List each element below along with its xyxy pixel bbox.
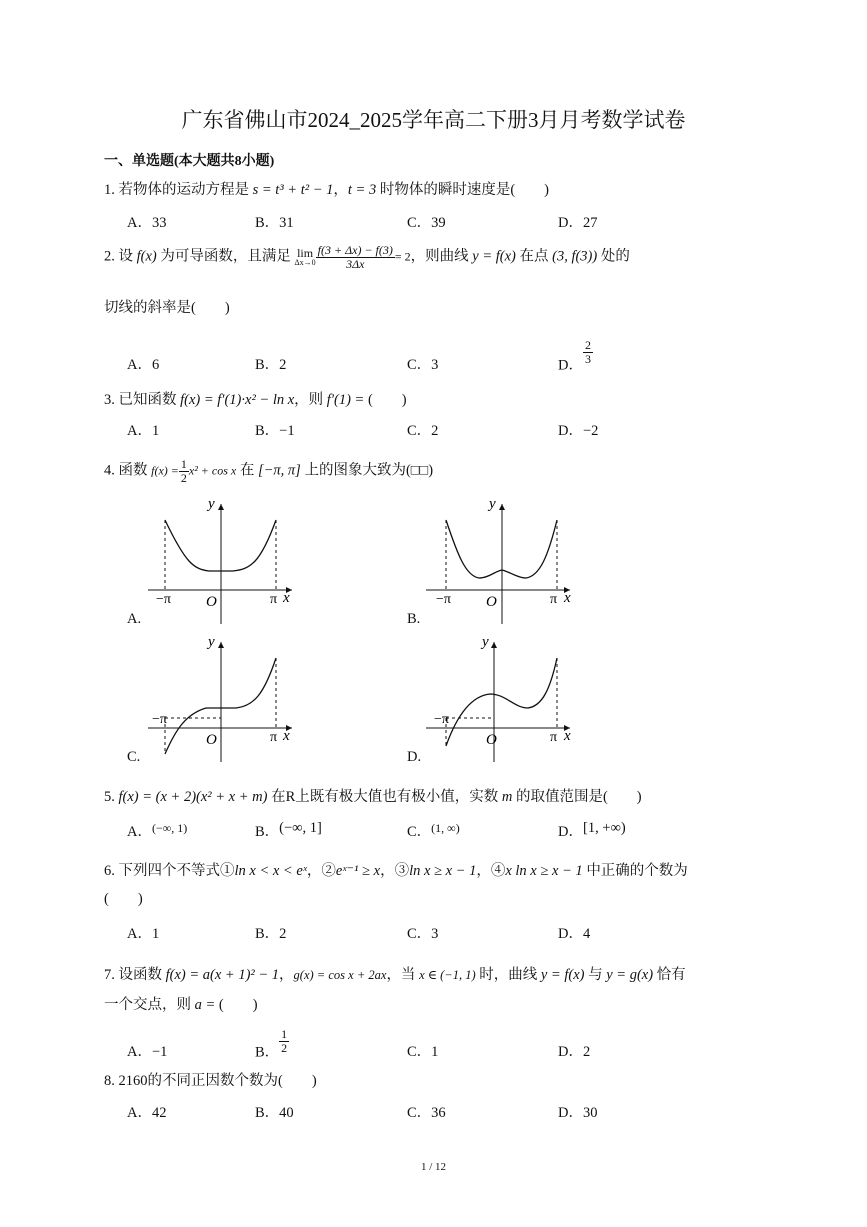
q4-text: 4. 函数 <box>104 462 152 479</box>
origin-label: O <box>206 732 217 748</box>
question-6 <box>104 859 688 880</box>
q7-option-d: D．2 <box>558 1044 591 1060</box>
q3-option-c: C．2 <box>407 423 439 439</box>
origin-label: O <box>486 732 497 748</box>
neg-pi-label: −π <box>156 592 171 607</box>
q3-text: 3. 已知函数 <box>104 392 181 408</box>
q3-option-d: D．−2 <box>558 423 599 439</box>
q1-formula: s = t³ + t² − 1 <box>252 182 334 198</box>
q3-formula: f′(1) = <box>326 392 365 408</box>
q4-text: 上的图象大致为(□□) <box>300 462 434 479</box>
q5-option-b: B．(−∞, 1] <box>255 820 322 840</box>
q6-option-d: D．4 <box>558 926 591 942</box>
q7-option-b-fraction: $\frac{1}{2}$ <box>281 1027 288 1055</box>
q1-text: 时物体的瞬时速度是( ) <box>376 182 549 198</box>
q8-option-c: C．36 <box>407 1105 446 1121</box>
question-1 <box>104 178 549 199</box>
q2-option-d-fraction: $\frac{2}{3}$ <box>584 338 591 366</box>
y-label: y <box>482 634 489 650</box>
q7-text: ( ) <box>215 997 258 1013</box>
x-label: x <box>564 728 571 744</box>
q2-formula: y = f(x) <box>472 248 516 265</box>
q7-formula: f(x) = a(x + 1)² − 1 <box>165 967 280 983</box>
q6-number: ③ <box>394 863 410 879</box>
q1-option-d: D．27 <box>558 215 598 231</box>
q6-formula: x ln x ≥ x − 1 <box>505 863 583 879</box>
q4-option-a: A. <box>127 611 142 627</box>
q6-option-c: C．3 <box>407 926 439 942</box>
q1-option-b: B．31 <box>255 215 294 231</box>
q2-text: 2. 设 <box>104 248 137 265</box>
question-3 <box>104 388 407 409</box>
q7-text: 时，曲线 <box>475 967 541 983</box>
q3-text: ( ) <box>364 392 407 408</box>
y-label: y <box>208 496 215 512</box>
q2-formula: = 2 <box>394 249 411 264</box>
neg-pi-label: −π <box>436 592 451 607</box>
q7-text: 恰有 <box>653 967 686 983</box>
pi-label: π <box>550 592 558 607</box>
q4-text: 在 <box>236 462 258 479</box>
q2-option-a: A．6 <box>127 357 160 373</box>
q2-text: ，则曲线 <box>410 248 473 265</box>
q4-formula: f(x) = <box>151 463 179 478</box>
q1-text: 1. 若物体的运动方程是 <box>104 182 253 198</box>
question-7-line2 <box>104 993 258 1014</box>
q3-option-b: B．−1 <box>255 423 295 439</box>
q3-option-a: A．1 <box>127 423 160 439</box>
q7-option-b: B． $\frac{1}{2}$ <box>255 1027 288 1061</box>
q2-text: 在点 <box>515 248 553 265</box>
q5-text: 的取值范围是( ) <box>512 789 642 805</box>
q6-number: ① <box>220 863 235 879</box>
q2-formula: f(x) <box>136 248 157 265</box>
q5-text: 在R上既有极大值也有极小值，实数 <box>267 789 502 805</box>
origin-label: O <box>486 594 497 610</box>
pi-label: π <box>270 730 278 745</box>
q5-text: 5. <box>104 789 119 805</box>
x-label: x <box>564 590 571 606</box>
q2-fraction: $\frac{f(3 + \Delta x) - f(3)}{3\Delta x}$ <box>317 243 393 271</box>
q1-option-a: A．33 <box>127 215 167 231</box>
origin-label: O <box>206 594 217 610</box>
pi-label: π <box>550 730 558 745</box>
q5-option-a: A．$^{(-\infty, 1)}$ <box>127 821 188 840</box>
q4-option-c: C. <box>127 749 141 765</box>
q3-formula: f(x) = f′(1)·x² − ln x <box>180 392 295 408</box>
neg-pi-label: −π <box>434 712 449 727</box>
q7-text: ， <box>279 967 294 983</box>
graph-b <box>424 496 584 628</box>
q8-option-d: D．30 <box>558 1105 598 1121</box>
graph-d <box>424 634 584 766</box>
q6-text: ， <box>306 863 322 879</box>
question-2 <box>104 244 630 270</box>
pi-label: π <box>270 592 278 607</box>
q5-formula: f(x) = (x + 2)(x² + x + m) <box>118 789 268 805</box>
graph-a <box>146 496 306 628</box>
q6-number: ④ <box>490 863 506 879</box>
q2-option-d: D． $\frac{2}{3}$ <box>558 338 591 374</box>
question-7 <box>104 963 686 984</box>
q7-text: ，当 <box>386 967 420 983</box>
q6-text: ， <box>476 863 491 879</box>
q6-text-line2: ( ) <box>104 891 143 907</box>
section-heading: 一、单选题(本大题共8小题) <box>104 154 275 169</box>
q2-option-b: B．2 <box>255 357 287 373</box>
q7-formula: y = g(x) <box>606 967 654 983</box>
q1-formula: t = 3 <box>347 182 377 198</box>
q5-formula: m <box>501 789 513 805</box>
q6-formula: ln x ≥ x − 1 <box>409 863 477 879</box>
q2-option-c: C．3 <box>407 357 439 373</box>
question-4 <box>104 458 433 484</box>
question-5 <box>104 785 642 806</box>
x-label: x <box>283 590 290 606</box>
x-label: x <box>283 728 290 744</box>
y-label: y <box>208 634 215 650</box>
q6-formula: eˣ⁻¹ ≥ x <box>335 863 381 879</box>
q6-number: ② <box>321 863 336 879</box>
q8-option-b: B．40 <box>255 1105 294 1121</box>
q7-formula: a = <box>194 997 216 1013</box>
q1-text: ， <box>333 182 348 198</box>
graph-c <box>146 634 306 766</box>
q7-formula: y = f(x) <box>540 967 585 983</box>
q6-text: 中正确的个数为 <box>582 863 688 879</box>
q2-text-line2: 切线的斜率是( ) <box>104 300 230 316</box>
q6-formula: ln x < x < eˣ <box>234 863 307 879</box>
q2-text: 为可导函数，且满足 <box>156 248 295 265</box>
q6-text: ， <box>380 863 395 879</box>
q8-option-a: A．42 <box>127 1105 167 1121</box>
q4-formula: x² + cos x <box>188 463 237 478</box>
q6-option-a: A．1 <box>127 926 160 942</box>
q2-formula: (3, f(3)) <box>552 248 598 265</box>
page-title: 广东省佛山市2024_2025学年高二下册3月月考数学试卷 <box>181 108 686 132</box>
q5-option-c: C．$^{(1, \infty)}$ <box>407 821 460 840</box>
q7-text: 一个交点，则 <box>104 997 195 1013</box>
q7-option-c: C．1 <box>407 1044 439 1060</box>
y-label: y <box>489 496 496 512</box>
q7-text: 与 <box>584 967 607 983</box>
q7-text: 7. 设函数 <box>104 967 166 983</box>
page-number: 1 / 12 <box>420 1161 447 1173</box>
q7-option-a: A．−1 <box>127 1044 168 1060</box>
q5-option-d: D．[1, +∞) <box>558 820 626 840</box>
q4-fraction: $\frac{1}{2}$ <box>180 457 187 485</box>
q7-formula: g(x) = cos x + 2ax <box>293 968 387 982</box>
q6-text: 6. 下列四个不等式 <box>104 863 220 879</box>
q3-text: ，则 <box>294 392 327 408</box>
q4-option-b: B. <box>407 611 421 627</box>
q7-formula: x ∈ (−1, 1) <box>419 968 476 982</box>
q2-text: 处的 <box>597 248 630 265</box>
question-8: 8. 2160的不同正因数个数为( ) <box>104 1073 317 1089</box>
q6-option-b: B．2 <box>255 926 287 942</box>
neg-pi-label: −π <box>152 712 167 727</box>
q4-formula: [−π, π] <box>257 462 301 479</box>
q4-option-d: D. <box>407 749 422 765</box>
q1-option-c: C．39 <box>407 215 446 231</box>
curve <box>446 658 557 746</box>
q2-limit: lim Δx→0 <box>294 246 316 268</box>
